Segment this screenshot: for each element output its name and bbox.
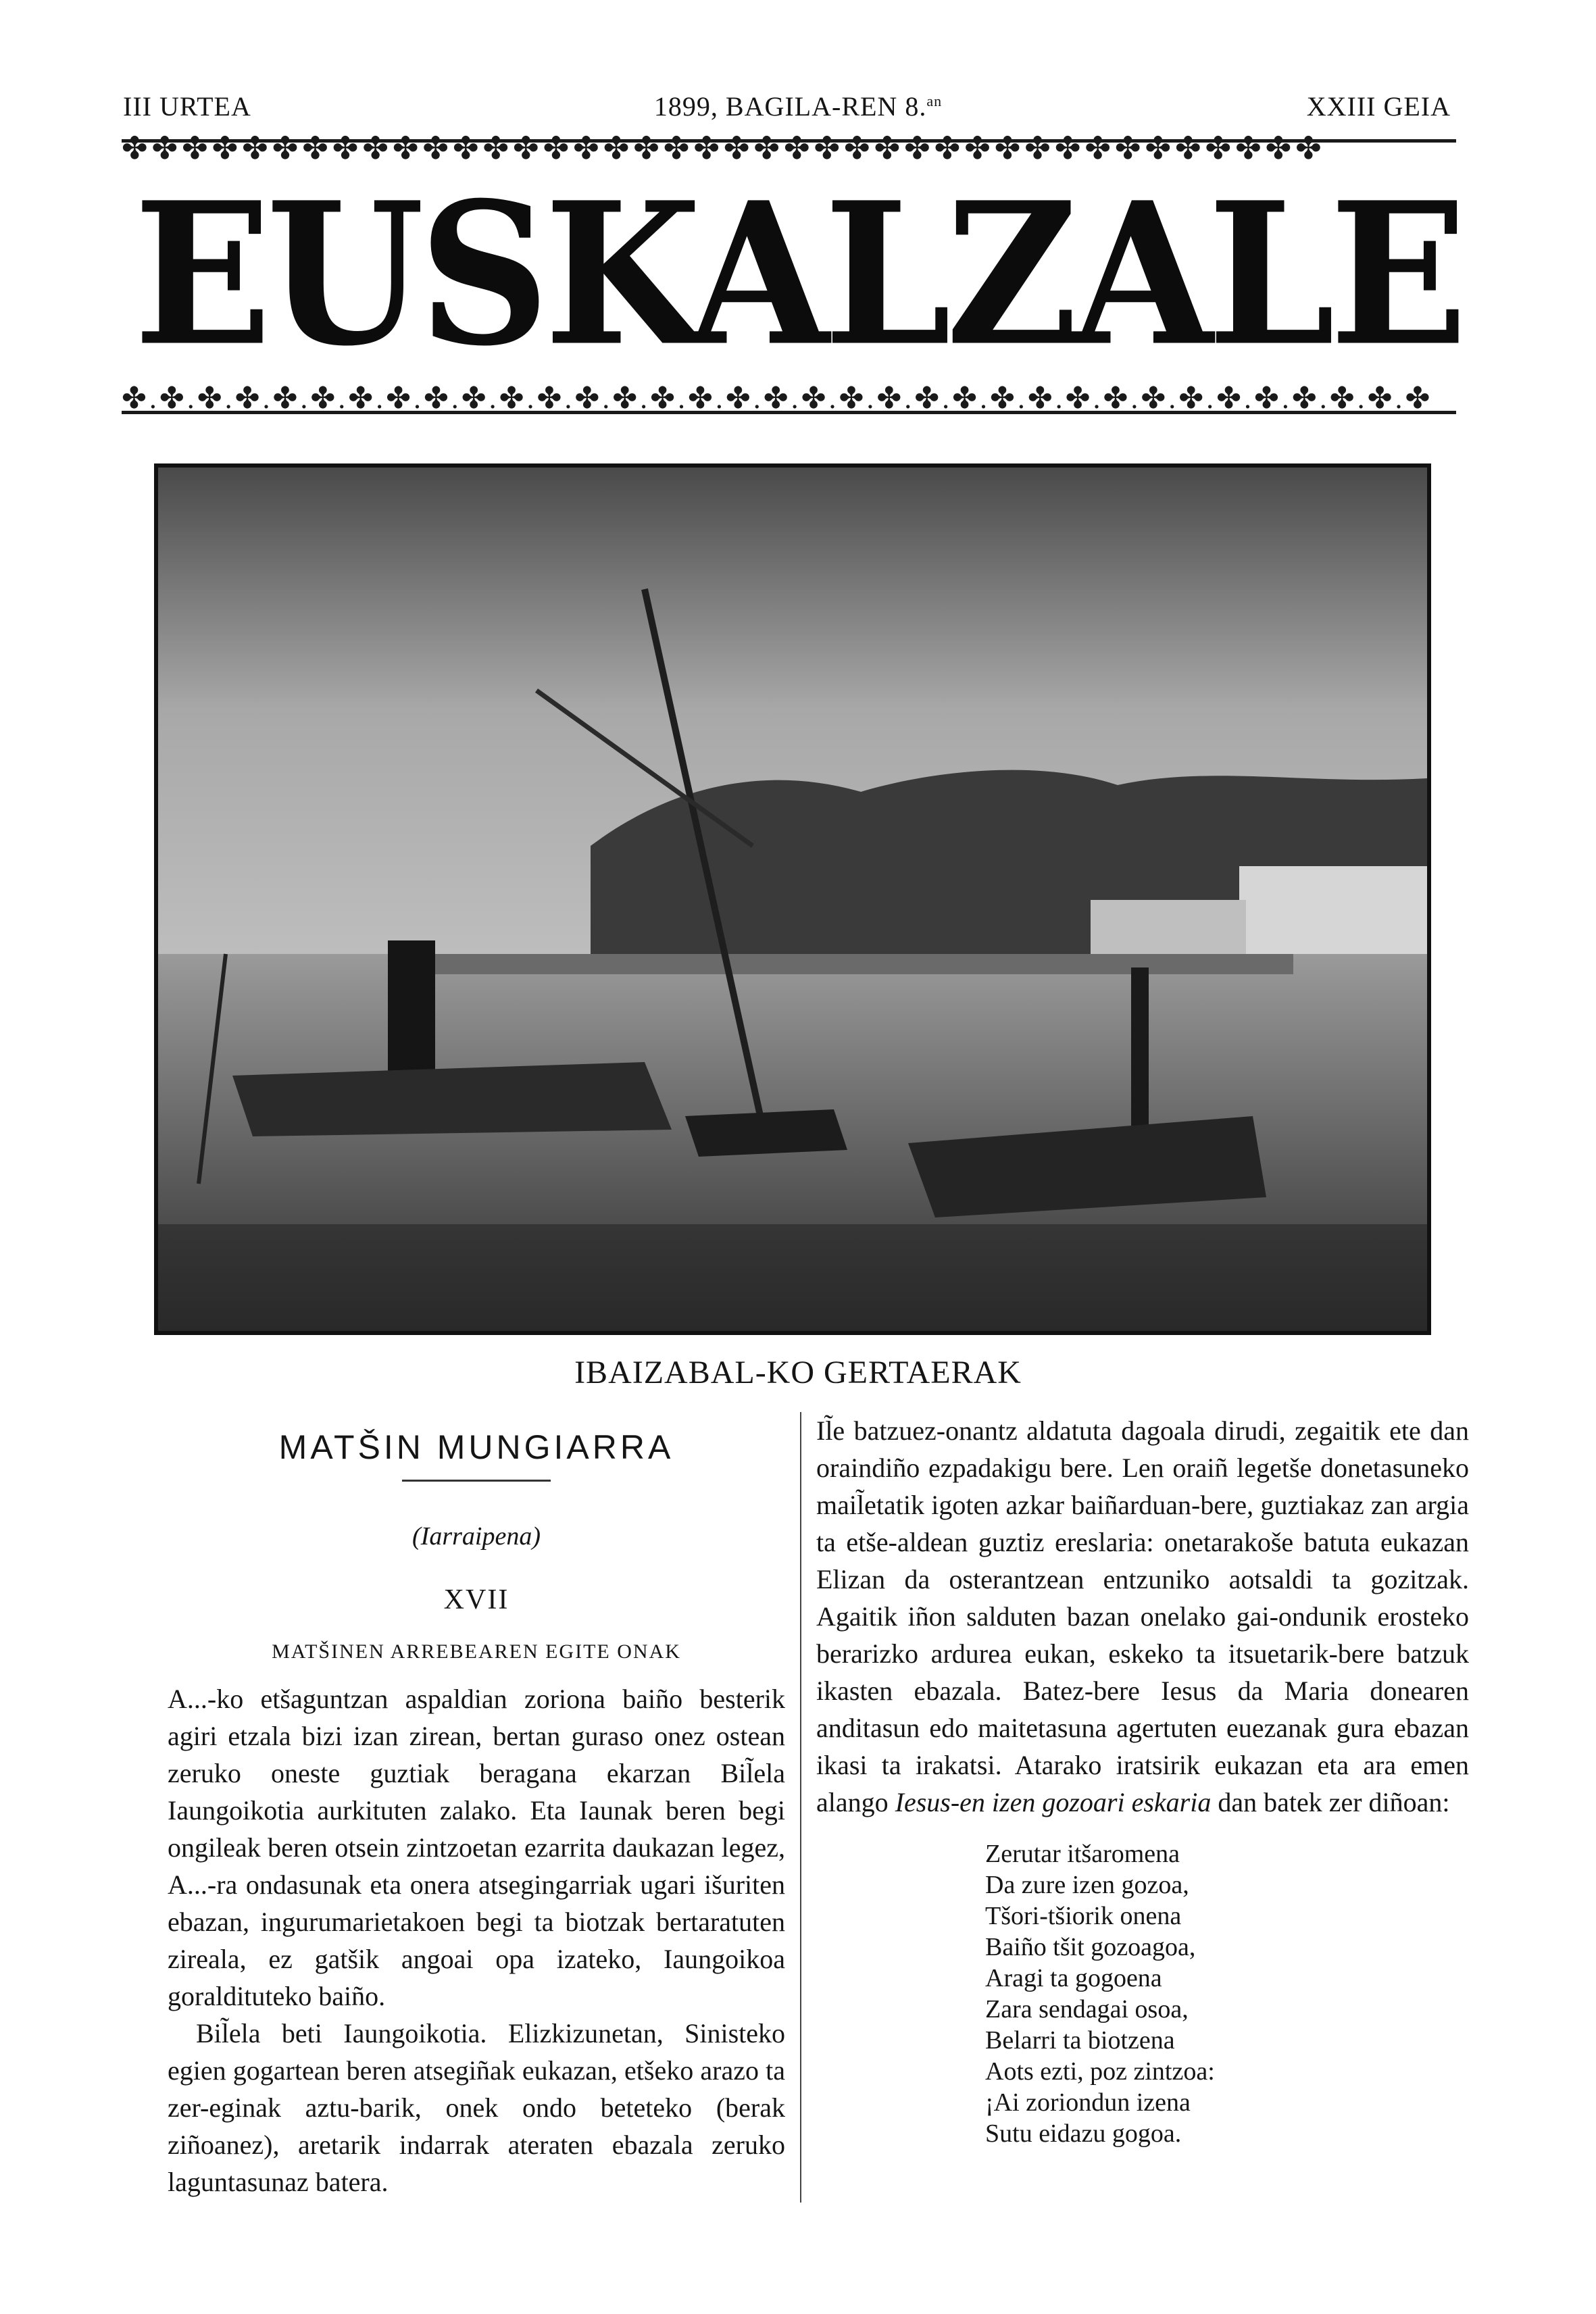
- poem-line: Aots ezti, poz zintzoa:: [985, 2057, 1215, 2086]
- chapter-number: XVII: [443, 1584, 509, 1615]
- poem-line: Aragi ta gogoena: [985, 1964, 1162, 1992]
- paragraph-3-text: Il̃e batzuez-onantz aldatuta dagoala dirudi, zegaitik ete dan oraindiño ezpadakigu bere. Len oraiñ legetše donetasuneko mail̃etatik igoten azkar baiñarduan-bere, guztiakaz zan argia ta etše-aldean guztiz ereslaria: onetarakoše batuta eukazan Elizan da osterantzean entzuniko aotsaldi ta gozitzak. Agaitik iñon salduten bazan onelako gai-ondunik erosteko berarizko ardurea eukan, eskeko ta itsuetarik-bere batzuk ikasten ebazala. Batez-bere Iesus da Maria donearen anditasun edo maitetasuna agertuten euezanak gura ebazan ikasi ta irakatsi. Atarako iratsirik eukazan eta ara emen alango: [816, 1415, 1469, 1817]
- prayer-title: Iesus-en izen gozoari eskaria: [895, 1787, 1212, 1817]
- photo-funnel: [388, 940, 435, 1076]
- ornament-band-top: ✤✤✤✤✤✤✤✤✤✤✤✤✤✤✤✤✤✤✤✤✤✤✤✤✤✤✤✤✤✤✤✤✤✤✤✤✤✤✤✤: [122, 132, 1456, 168]
- poem: [985, 1838, 1469, 2149]
- harbor-photo-drawing: [158, 468, 1427, 1331]
- poem-line: Zara sendagai osoa,: [985, 1995, 1189, 2023]
- poem-line: Tšori-tšiorik onena: [985, 1902, 1182, 1930]
- article-right-column: [816, 1412, 1469, 2149]
- title-divider: [402, 1480, 551, 1482]
- issue-number: XXIII GEIA: [1306, 91, 1451, 122]
- ornament-band-bottom: ✤.✤.✤.✤.✤.✤.✤.✤.✤.✤.✤.✤.✤.✤.✤.✤.✤.✤.✤.✤.✤.✤.✤.✤.✤.✤.✤.✤.✤.✤.✤.✤.✤.✤.✤: [122, 384, 1456, 418]
- photo-reflection: [158, 1224, 1427, 1331]
- poem-line: Baiño tšit gozoagoa,: [985, 1933, 1196, 1961]
- harbor-photograph: [154, 463, 1431, 1335]
- masthead-title: EUSKALZALE: [133, 159, 1463, 390]
- poem-line: Da zure izen gozoa,: [985, 1871, 1189, 1899]
- article-left-column: [168, 1412, 785, 2200]
- photo-small-funnel: [1131, 967, 1149, 1143]
- volume-label: III URTEA: [123, 91, 251, 122]
- chapter-title: MATŠINEN ARREBEAREN EGITE ONAK: [272, 1640, 681, 1663]
- paragraph-3-end: dan batek zer diñoan:: [1211, 1787, 1450, 1817]
- photo-shoreline: [415, 954, 1293, 974]
- article-paragraph-3: [816, 1412, 1469, 1821]
- poem-line: Belarri ta biotzena: [985, 2026, 1175, 2055]
- article-paragraph-1: A...-ko etšaguntzan aspaldian zoriona baiño besterik agiri etzala bizi izan zirean, bertan guraso onez ostean zeruko oneste guztiak beragana ekarzan Bil̃ela Iaungoikotia aurkituten zalako. Eta Iaunak beren begi ongileak beren otsein zintzoetan ezarrita daukazan legez, A...-ra ondasunak eta onera atsegingarriak ugari išuriten ebazan, ingurumarietakoen begi ta biotzak bertaratuten zireala, ez gatšik angoai opa izateko, Iaungoikoa goraldituteko baiño.: [168, 1684, 785, 2011]
- poem-line: Sutu eidazu gogoa.: [985, 2119, 1182, 2148]
- article-paragraph-2: Bil̃ela beti Iaungoikotia. Elizkizunetan, Sinisteko egien gogartean beren atsegiñak eukazan, etšeko arazo ta zer-eginak aztu-barik, onek ondo beteteko (berak ziñoanez), aretarik indarrak ateraten ebazala zeruko laguntasunaz batera.: [168, 2018, 785, 2197]
- photo-caption: IBAIZABAL-KO GERTAERAK: [574, 1355, 1022, 1390]
- article-title: MATŠIN MUNGIARRA: [278, 1428, 674, 1466]
- column-divider: [800, 1412, 801, 2203]
- issue-date-suffix: an: [926, 93, 943, 109]
- poem-line: Zerutar itšaromena: [985, 1840, 1180, 1868]
- article-subtitle: (Iarraipena): [412, 1522, 541, 1551]
- poem-line: ¡Ai zoriondun izena: [985, 2088, 1191, 2117]
- issue-date-text: 1899, BAGILA-REN 8.: [653, 91, 927, 122]
- photo-rowboat: [685, 1109, 847, 1157]
